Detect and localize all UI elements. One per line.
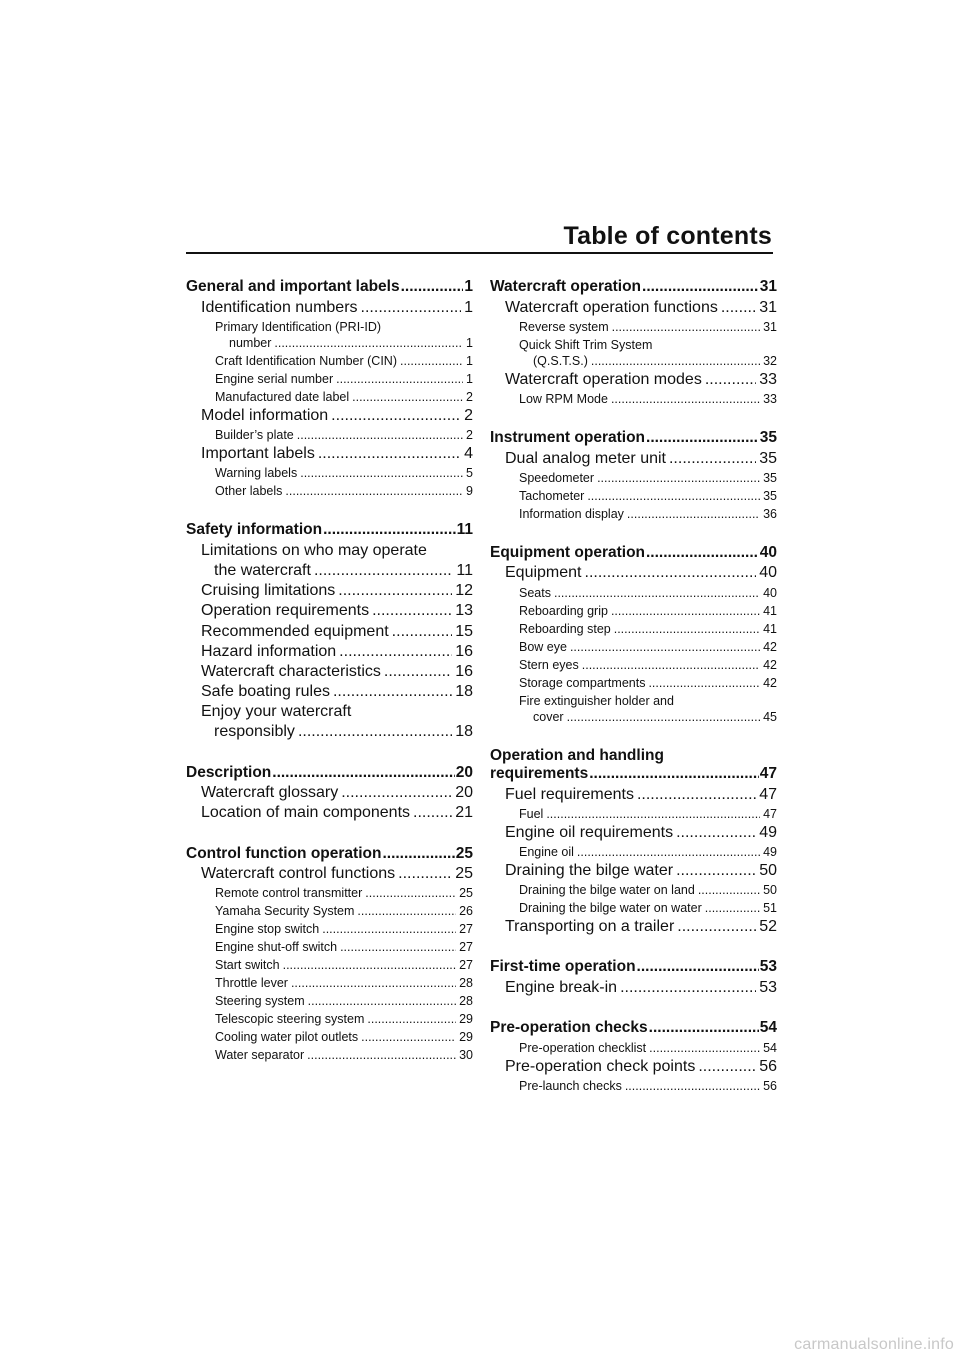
toc-entry-title: Steering system xyxy=(215,994,305,1009)
toc-entry-level-2[interactable] xyxy=(186,803,473,822)
dot-leader xyxy=(646,429,759,448)
toc-entry-page-number: 9 xyxy=(466,484,473,499)
toc-entry-page-number: 1 xyxy=(464,298,473,316)
toc-entry-page-number: 20 xyxy=(455,784,473,802)
dot-leader xyxy=(620,978,756,997)
toc-entry-title: Start switch xyxy=(215,958,280,973)
toc-entry-title: Watercraft characteristics xyxy=(201,662,381,680)
toc-entry-page-number: 29 xyxy=(459,1012,473,1027)
toc-entry-level-2[interactable] xyxy=(490,823,777,842)
toc-entry-title: Draining the bilge water xyxy=(505,862,674,880)
toc-entry-title: Identification numbers xyxy=(201,298,358,316)
toc-entry-title: Remote control transmitter xyxy=(215,886,363,901)
toc-entry-page-number: 4 xyxy=(464,444,473,462)
toc-entry-page-number: 31 xyxy=(759,278,777,295)
dot-leader xyxy=(577,845,760,860)
toc-entry-level-3[interactable] xyxy=(186,958,473,973)
toc-entry-title: Reboarding grip xyxy=(519,603,608,618)
toc-entry-level-3[interactable] xyxy=(186,976,473,991)
dot-leader xyxy=(698,1057,756,1076)
toc-entry-page-number: 1 xyxy=(464,278,473,295)
dot-leader xyxy=(676,823,756,842)
dot-leader xyxy=(307,1048,456,1063)
toc-entry-title: Operation requirements xyxy=(201,602,370,620)
toc-entry-level-2[interactable] xyxy=(490,861,777,880)
toc-entry-page-number: 49 xyxy=(759,823,777,841)
toc-entry-page-number: 21 xyxy=(455,804,473,822)
toc-entry-title: requirements xyxy=(490,765,589,783)
toc-entry-level-3[interactable] xyxy=(490,489,777,504)
dot-leader xyxy=(272,764,454,783)
toc-entry-title: Seats xyxy=(519,585,551,600)
toc-entry-page-number: 27 xyxy=(459,922,473,937)
dot-leader xyxy=(352,390,463,405)
toc-entry-title: Engine break-in xyxy=(505,979,618,997)
dot-leader xyxy=(323,521,456,540)
toc-entry-page-number: 27 xyxy=(459,940,473,955)
toc-entry-level-3[interactable] xyxy=(186,940,473,955)
toc-entry-page-number: 33 xyxy=(763,391,777,406)
title-rule xyxy=(186,252,773,254)
dot-leader xyxy=(648,676,760,691)
toc-entry-title: Quick Shift Trim System xyxy=(519,337,653,352)
toc-entry-title: Pre-operation checklist xyxy=(519,1040,647,1055)
dot-leader xyxy=(554,586,760,601)
toc-entry-page-number: 1 xyxy=(466,335,473,350)
dot-leader xyxy=(361,1030,456,1045)
toc-entry-level-1[interactable] xyxy=(490,278,777,297)
toc-entry-level-3[interactable] xyxy=(186,336,473,351)
dot-leader xyxy=(649,1041,760,1056)
toc-entry-title: Dual analog meter unit xyxy=(505,449,666,467)
toc-entry-level-3[interactable] xyxy=(186,484,473,499)
dot-leader xyxy=(372,601,452,620)
dot-leader xyxy=(637,958,759,977)
toc-entry-page-number: 42 xyxy=(763,639,777,654)
dot-leader xyxy=(274,336,463,351)
toc-entry-level-3[interactable] xyxy=(490,845,777,860)
toc-entry-page-number: 41 xyxy=(763,603,777,618)
toc-entry-page-number: 15 xyxy=(455,622,473,640)
toc-entry-page-number: 12 xyxy=(455,582,473,600)
dot-leader xyxy=(646,544,759,563)
toc-entry-page-number: 2 xyxy=(466,427,473,442)
toc-entry-level-2[interactable] xyxy=(186,444,473,463)
toc-entry-page-number: 11 xyxy=(456,561,473,579)
dot-leader xyxy=(413,803,452,822)
toc-entry-level-2[interactable] xyxy=(186,622,473,641)
toc-entry-title: Low RPM Mode xyxy=(519,391,608,406)
toc-entry-level-3[interactable] xyxy=(186,1030,473,1045)
toc-entry-page-number: 54 xyxy=(759,1019,777,1037)
toc-entry-title: Safety information xyxy=(186,521,323,539)
toc-entry-level-3[interactable] xyxy=(490,586,777,601)
toc-entry-level-1[interactable] xyxy=(490,747,777,766)
toc-entry-title: Reboarding step xyxy=(519,621,611,636)
toc-entry-page-number: 1 xyxy=(466,371,473,386)
dot-leader xyxy=(308,994,456,1009)
dot-leader xyxy=(401,278,464,297)
toc-entry-level-2[interactable] xyxy=(186,406,473,425)
dot-leader xyxy=(614,622,760,637)
dot-leader xyxy=(642,278,759,297)
toc-entry-title: Stern eyes xyxy=(519,657,579,672)
toc-entry-level-2[interactable] xyxy=(490,449,777,468)
toc-entry-page-number: 35 xyxy=(763,470,777,485)
dot-leader xyxy=(298,722,452,741)
toc-entry-title: Location of main components xyxy=(201,804,411,822)
dot-leader xyxy=(357,904,456,919)
toc-entry-page-number: 36 xyxy=(763,506,777,521)
toc-entry-level-3[interactable] xyxy=(490,901,777,916)
toc-entry-level-3[interactable] xyxy=(186,390,473,405)
dot-leader xyxy=(627,507,760,522)
toc-entry-title: Throttle lever xyxy=(215,976,288,991)
toc-entry-page-number: 31 xyxy=(759,298,777,316)
toc-entry-title: Cruising limitations xyxy=(201,582,336,600)
toc-entry-title: Speedometer xyxy=(519,470,595,485)
dot-leader xyxy=(285,484,463,499)
toc-entry-page-number: 31 xyxy=(763,319,777,334)
toc-entry-level-3[interactable] xyxy=(186,354,473,369)
dot-leader xyxy=(300,466,463,481)
toc-entry-level-2[interactable] xyxy=(490,785,777,804)
dot-leader xyxy=(649,1019,759,1038)
toc-entry-level-1[interactable] xyxy=(490,544,777,563)
toc-entry-page-number: 18 xyxy=(455,683,473,701)
page-title: Table of contents xyxy=(563,222,772,250)
toc-entry-title: Tachometer xyxy=(519,488,585,503)
toc-entry-level-3[interactable] xyxy=(490,1079,777,1094)
toc-entry-title: Fuel requirements xyxy=(505,785,634,803)
toc-entry-level-3[interactable] xyxy=(186,1012,473,1027)
toc-entry-level-2[interactable] xyxy=(490,563,777,582)
toc-entry-title: Engine stop switch xyxy=(215,922,320,937)
toc-entry-level-1[interactable] xyxy=(186,845,473,864)
toc-entry-page-number: 35 xyxy=(759,449,777,467)
toc-entry-level-1[interactable] xyxy=(490,958,777,977)
toc-entry-title: Craft Identification Number (CIN) xyxy=(215,353,398,368)
toc-entry-level-2[interactable] xyxy=(186,662,473,681)
toc-entry-title: Draining the bilge water on water xyxy=(519,901,702,916)
toc-entry-page-number: 35 xyxy=(763,488,777,503)
dot-leader xyxy=(318,444,461,463)
toc-entry-page-number: 56 xyxy=(763,1079,777,1094)
dot-leader xyxy=(582,658,760,673)
dot-leader xyxy=(587,489,760,504)
toc-entry-level-3[interactable] xyxy=(490,658,777,673)
dot-leader xyxy=(361,298,462,317)
toc-entry-level-1[interactable] xyxy=(186,764,473,783)
toc-entry-level-3[interactable] xyxy=(186,320,473,335)
toc-entry-title: Engine oil requirements xyxy=(505,823,674,841)
toc-entry-title: (Q.S.T.S.) xyxy=(533,353,588,368)
toc-entry-title: Transporting on a trailer xyxy=(505,918,675,936)
toc-entry-level-1[interactable] xyxy=(490,765,777,784)
toc-entry-title: Engine serial number xyxy=(215,371,334,386)
dot-leader xyxy=(591,354,760,369)
toc-entry-page-number: 18 xyxy=(455,723,473,741)
toc-entry-page-number: 28 xyxy=(459,994,473,1009)
dot-leader xyxy=(597,471,760,486)
toc-entry-page-number: 47 xyxy=(763,806,777,821)
toc-entry-level-2[interactable] xyxy=(490,370,777,389)
toc-entry-level-3[interactable] xyxy=(490,883,777,898)
toc-entry-page-number: 42 xyxy=(763,657,777,672)
toc-entry-level-3[interactable] xyxy=(186,904,473,919)
dot-leader xyxy=(392,622,453,641)
toc-entry-page-number: 53 xyxy=(759,958,777,976)
toc-entry-level-3[interactable] xyxy=(186,1048,473,1063)
dot-leader xyxy=(589,765,759,784)
toc-entry-title: responsibly xyxy=(214,723,295,741)
toc-entry-page-number: 33 xyxy=(759,370,777,388)
toc-entry-title: Manufactured date label xyxy=(215,389,350,404)
toc-entry-page-number: 2 xyxy=(466,389,473,404)
toc-entry-page-number: 54 xyxy=(763,1040,777,1055)
toc-entry-title: Enjoy your watercraft xyxy=(201,703,352,721)
toc-entry-title: Engine oil xyxy=(519,845,574,860)
dot-leader xyxy=(570,640,760,655)
toc-entry-title: Other labels xyxy=(215,484,283,499)
toc-entry-title: Equipment operation xyxy=(490,543,645,561)
toc-entry-title: Description xyxy=(186,763,272,781)
toc-entry-title: Pre-launch checks xyxy=(519,1079,622,1094)
dot-leader xyxy=(367,1012,456,1027)
toc-entry-page-number: 51 xyxy=(763,901,777,916)
dot-leader xyxy=(314,561,453,580)
dot-leader xyxy=(611,604,760,619)
toc-entry-level-3[interactable] xyxy=(490,392,777,407)
toc-entry-title: Instrument operation xyxy=(490,428,646,446)
toc-entry-title: Control function operation xyxy=(186,844,382,862)
toc-entry-page-number: 52 xyxy=(759,918,777,936)
dot-leader xyxy=(400,354,463,369)
toc-entry-level-3[interactable] xyxy=(490,807,777,822)
toc-entry-title: Model information xyxy=(201,406,329,424)
toc-entry-level-2[interactable] xyxy=(490,1057,777,1076)
dot-leader xyxy=(382,845,454,864)
toc-entry-title: Pre-operation checks xyxy=(490,1019,648,1037)
dot-leader xyxy=(637,785,756,804)
toc-entry-level-1[interactable] xyxy=(186,521,473,540)
toc-entry-title: Water separator xyxy=(215,1048,305,1063)
toc-entry-title: Telescopic steering system xyxy=(215,1012,365,1027)
toc-entry-page-number: 26 xyxy=(459,904,473,919)
toc-entry-page-number: 32 xyxy=(763,353,777,368)
toc-entry-title: Important labels xyxy=(201,444,315,462)
toc-entry-page-number: 50 xyxy=(759,862,777,880)
toc-entry-page-number: 28 xyxy=(459,976,473,991)
dot-leader xyxy=(338,581,452,600)
toc-entry-level-3[interactable] xyxy=(490,338,777,353)
toc-entry-title: Cooling water pilot outlets xyxy=(215,1030,359,1045)
dot-leader xyxy=(677,917,756,936)
toc-entry-level-3[interactable] xyxy=(490,640,777,655)
toc-entry-level-3[interactable] xyxy=(490,471,777,486)
toc-entry-title: General and important labels xyxy=(186,278,400,295)
toc-entry-title: Information display xyxy=(519,506,624,521)
toc-entry-page-number: 27 xyxy=(459,958,473,973)
dot-leader xyxy=(297,428,463,443)
toc-entry-level-3[interactable] xyxy=(186,372,473,387)
toc-entry-level-3[interactable] xyxy=(490,1041,777,1056)
toc-entry-level-2[interactable] xyxy=(186,581,473,600)
toc-entry-page-number: 29 xyxy=(459,1030,473,1045)
toc-entry-level-3[interactable] xyxy=(186,466,473,481)
toc-entry-title: Engine shut-off switch xyxy=(215,940,338,955)
toc-entry-page-number: 49 xyxy=(763,845,777,860)
toc-entry-level-3[interactable] xyxy=(490,507,777,522)
toc-entry-level-2[interactable] xyxy=(186,298,473,317)
toc-entry-page-number: 35 xyxy=(759,428,777,446)
dot-leader xyxy=(398,864,452,883)
toc-entry-page-number: 25 xyxy=(459,886,473,901)
toc-entry-page-number: 40 xyxy=(763,585,777,600)
toc-entry-level-3[interactable] xyxy=(490,676,777,691)
toc-entry-title: Limitations on who may operate xyxy=(201,541,427,559)
toc-column-left xyxy=(186,278,473,1063)
toc-entry-level-3[interactable] xyxy=(186,886,473,901)
toc-entry-title: First-time operation xyxy=(490,958,636,976)
dot-leader xyxy=(698,883,760,898)
toc-entry-level-2[interactable] xyxy=(186,601,473,620)
dot-leader xyxy=(322,922,456,937)
toc-entry-page-number: 56 xyxy=(759,1057,777,1075)
dot-leader xyxy=(546,807,760,822)
toc-entry-title: Watercraft glossary xyxy=(201,784,339,802)
toc-entry-level-2[interactable] xyxy=(186,864,473,883)
toc-entry-page-number: 30 xyxy=(459,1048,473,1063)
toc-entry-level-3[interactable] xyxy=(186,922,473,937)
toc-entry-level-3[interactable] xyxy=(186,428,473,443)
toc-entry-level-1[interactable] xyxy=(490,429,777,448)
toc-entry-title: Reverse system xyxy=(519,319,609,334)
toc-entry-level-3[interactable] xyxy=(186,994,473,1009)
toc-entry-title: Storage compartments xyxy=(519,675,646,690)
toc-entry-title: Hazard information xyxy=(201,642,337,660)
dot-leader xyxy=(676,861,756,880)
toc-entry-page-number: 25 xyxy=(455,844,473,862)
toc-entry-level-3[interactable] xyxy=(490,622,777,637)
toc-entry-title: Operation and handling xyxy=(490,746,664,764)
toc-entry-level-2[interactable] xyxy=(490,978,777,997)
dot-leader xyxy=(331,406,461,425)
toc-entry-level-1[interactable] xyxy=(490,1019,777,1038)
dot-leader xyxy=(339,642,452,661)
toc-entry-title: Primary Identification (PRI-ID) xyxy=(215,319,382,334)
toc-entry-level-3[interactable] xyxy=(490,320,777,335)
toc-entry-level-2[interactable] xyxy=(186,682,473,701)
toc-entry-page-number: 20 xyxy=(455,763,473,781)
toc-entry-title: Builder’s plate xyxy=(215,427,294,442)
toc-entry-level-3[interactable] xyxy=(490,710,777,725)
dot-leader xyxy=(567,710,761,725)
toc-entry-title: Watercraft operation xyxy=(490,278,642,295)
toc-entry-title: cover xyxy=(533,709,564,724)
toc-entry-level-2[interactable] xyxy=(186,702,473,721)
watermark: carmanualsonline.info xyxy=(794,1336,954,1353)
toc-entry-title: Watercraft operation modes xyxy=(505,370,702,388)
toc-entry-title: Recommended equipment xyxy=(201,622,389,640)
toc-entry-title: Safe boating rules xyxy=(201,683,330,701)
dot-leader xyxy=(625,1079,760,1094)
toc-entry-level-1[interactable] xyxy=(186,278,473,297)
toc-entry-title: Watercraft control functions xyxy=(201,865,396,883)
dot-leader xyxy=(336,372,463,387)
toc-entry-level-3[interactable] xyxy=(490,354,777,369)
toc-entry-title: Watercraft operation functions xyxy=(505,298,718,316)
dot-leader xyxy=(333,682,452,701)
toc-entry-title: Pre-operation check points xyxy=(505,1057,696,1075)
toc-entry-level-3[interactable] xyxy=(490,694,777,709)
toc-entry-page-number: 40 xyxy=(759,543,777,561)
toc-entry-page-number: 16 xyxy=(455,642,473,660)
dot-leader xyxy=(291,976,456,991)
toc-entry-page-number: 40 xyxy=(759,564,777,582)
toc-entry-level-2[interactable] xyxy=(186,541,473,560)
toc-entry-level-2[interactable] xyxy=(186,561,473,580)
toc-entry-title: Bow eye xyxy=(519,639,567,654)
toc-entry-page-number: 16 xyxy=(455,662,473,680)
dot-leader xyxy=(585,563,757,582)
toc-entry-page-number: 50 xyxy=(763,883,777,898)
toc-entry-level-2[interactable] xyxy=(186,722,473,741)
toc-entry-page-number: 1 xyxy=(466,353,473,368)
dot-leader xyxy=(612,320,760,335)
toc-entry-page-number: 45 xyxy=(763,709,777,724)
toc-entry-page-number: 11 xyxy=(456,521,473,539)
toc-entry-title: Fuel xyxy=(519,806,544,821)
toc-entry-page-number: 41 xyxy=(763,621,777,636)
toc-entry-title: the watercraft xyxy=(214,561,311,579)
toc-entry-level-3[interactable] xyxy=(490,604,777,619)
dot-leader xyxy=(705,370,756,389)
toc-entry-page-number: 42 xyxy=(763,675,777,690)
dot-leader xyxy=(283,958,456,973)
toc-entry-page-number: 5 xyxy=(466,466,473,481)
dot-leader xyxy=(384,662,452,681)
toc-entry-title: Equipment xyxy=(505,564,582,582)
toc-entry-page-number: 53 xyxy=(759,979,777,997)
dot-leader xyxy=(611,392,760,407)
toc-entry-page-number: 25 xyxy=(455,865,473,883)
toc-entry-level-2[interactable] xyxy=(186,783,473,802)
toc-entry-title: number xyxy=(229,335,272,350)
dot-leader xyxy=(365,886,456,901)
toc-entry-page-number: 2 xyxy=(464,406,473,424)
toc-entry-level-2[interactable] xyxy=(490,917,777,936)
toc-entry-page-number: 47 xyxy=(759,785,777,803)
toc-entry-page-number: 13 xyxy=(455,602,473,620)
dot-leader xyxy=(341,783,452,802)
toc-column-right xyxy=(490,278,777,1094)
dot-leader xyxy=(705,901,760,916)
toc-entry-title: Draining the bilge water on land xyxy=(519,883,695,898)
toc-entry-level-2[interactable] xyxy=(490,298,777,317)
dot-leader xyxy=(721,298,756,317)
toc-entry-level-2[interactable] xyxy=(186,642,473,661)
toc-entry-title: Fire extinguisher holder and xyxy=(519,693,674,708)
dot-leader xyxy=(669,449,756,468)
dot-leader xyxy=(340,940,456,955)
toc-entry-title: Yamaha Security System xyxy=(215,904,355,919)
toc-entry-title: Warning labels xyxy=(215,466,298,481)
toc-entry-page-number: 47 xyxy=(759,765,777,783)
